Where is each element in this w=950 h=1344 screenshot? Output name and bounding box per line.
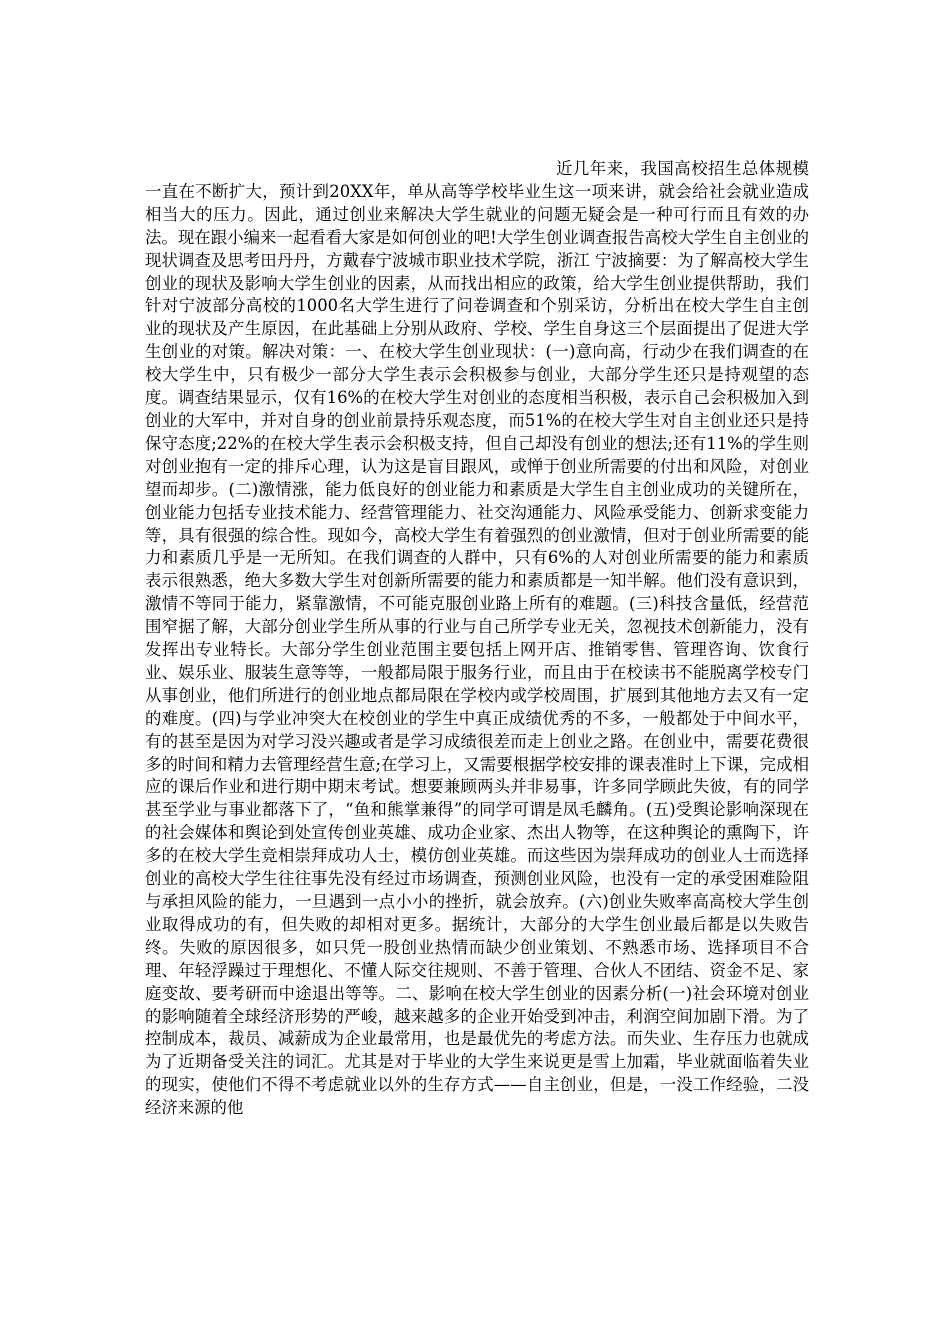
document-body-text: 近几年来，我国高校招生总体规模一直在不断扩大，预计到20XX年，单从高等学校毕业生这一项来讲，就会给社会就业造成相当大的压力。因此，通过创业来解决大学生就业的问题无疑会是一种可行而且有效的办法。现在跟小编来一起看看大家是如何创业的吧!大学生创业调查报告高校大学生自主创业的现状调查及思考田丹丹，方戴春宁波城市职业技术学院，浙江 宁波摘要：为了解高校大学生创业的现状及影响大学生创业的因素，从而找出相应的政策，给大学生创业提供帮助，我们针对宁波部分高校的1000名大学生进行了问卷调查和个别采访，分析出在校大学生自主创业的现状及产生原因，在此基础上分别从政府、学校、学生自身这三个层面提出了促进大学生创业的对策。解决对策：一、在校大学生创业现状：(一)意向高，行动少在我们调查的在校大学生中，只有极少一部分大学生表示会积极参与创业，大部分学生还只是持观望的态度。调查结果显示，仅有16%的在校大学生对创业的态度相当积极，表示自己会积极加入到创业的大军中，并对自身的创业前景持乐观态度，而51%的在校大学生对自主创业还只是持保守态度;22%的在校大学生表示会积极支持，但自己却没有创业的想法;还有11%的学生则对创业抱有一定的排斥心理，认为这是盲目跟风，或惮于创业所需要的付出和风险，对创业望而却步。(二)激情涨，能力低良好的创业能力和素质是大学生自主创业成功的关键所在，创业能力包括专业技术能力、经营管理能力、社交沟通能力、风险承受能力、创新求变能力等，具有很强的综合性。现如今，高校大学生有着强烈的创业激情，但对于创业所需要的能力和素质几乎是一无所知。在我们调查的人群中，只有6%的人对创业所需要的能力和素质表示很熟悉，绝大多数大学生对创新所需要的能力和素质都是一知半解。他们没有意识到，激情不等同于能力，紧靠激情，不可能克服创业路上所有的难题。(三)科技含量低，经营范围窄据了解，大部分创业学生所从事的行业与自己所学专业无关，忽视技术创新能力，没有发挥出专业特长。大部分学生创业范围主要包括上网开店、推销零售、管理咨询、饮食行业、娱乐业、服装生意等等，一般都局限于服务行业，而且由于在校读书不能脱离学校专门从事创业，他们所进行的创业地点都局限在学校内或学校周围，扩展到其他地方去又有一定的难度。(四)与学业冲突大在校创业的学生中真正成绩优秀的不多，一般都处于中间水平，有的甚至是因为对学习没兴趣或者是学习成绩很差而走上创业之路。在创业中，需要花费很多的时间和精力去管理经营生意;在学习上，又需要根据学校安排的课表准时上下课，完成相应的课后作业和进行期中期末考试。想要兼顾两头并非易事，许多同学顾此失彼，有的同学甚至学业与事业都落下了，“鱼和熊掌兼得”的同学可谓是凤毛麟角。(五)受舆论影响深现在的社会媒体和舆论到处宣传创业英雄、成功企业家、杰出人物等，在这种舆论的熏陶下，许多的在校大学生竞相崇拜成功人士，模仿创业英雄。而这些因为崇拜成功的创业人士而选择创业的高校大学生往往事先没有经过市场调查，预测创业风险，也没有一定的承受困难险阻与承担风险的能力，一旦遇到一点小小的挫折，就会放弃。(六)创业失败率高高校大学生创业取得成功的有，但失败的却相对更多。据统计，大部分的大学生创业最后都是以失败告终。失败的原因很多，如只凭一股创业热情而缺少创业策划、不熟悉市场、选择项目不合理、年轻浮躁过于理想化、不懂人际交往规则、不善于管理、合伙人不团结、资金不足、家庭变故、要考研而中途退出等等。二、影响在校大学生创业的因素分析(一)社会环境对创业的影响随着全球经济形势的严峻，越来越多的企业开始受到冲击，利润空间加剧下滑。为了控制成本，裁员、减薪成为企业最常用，也是最优先的考虑方法。而失业、生存压力也就成为了近期备受关注的词汇。尤其是对于毕业的大学生来说更是雪上加霜，毕业就面临着失业的现实，使他们不得不考虑就业以外的生存方式——自主创业，但是，一没工作经验，二没经济来源的他: [145, 159, 809, 1118]
